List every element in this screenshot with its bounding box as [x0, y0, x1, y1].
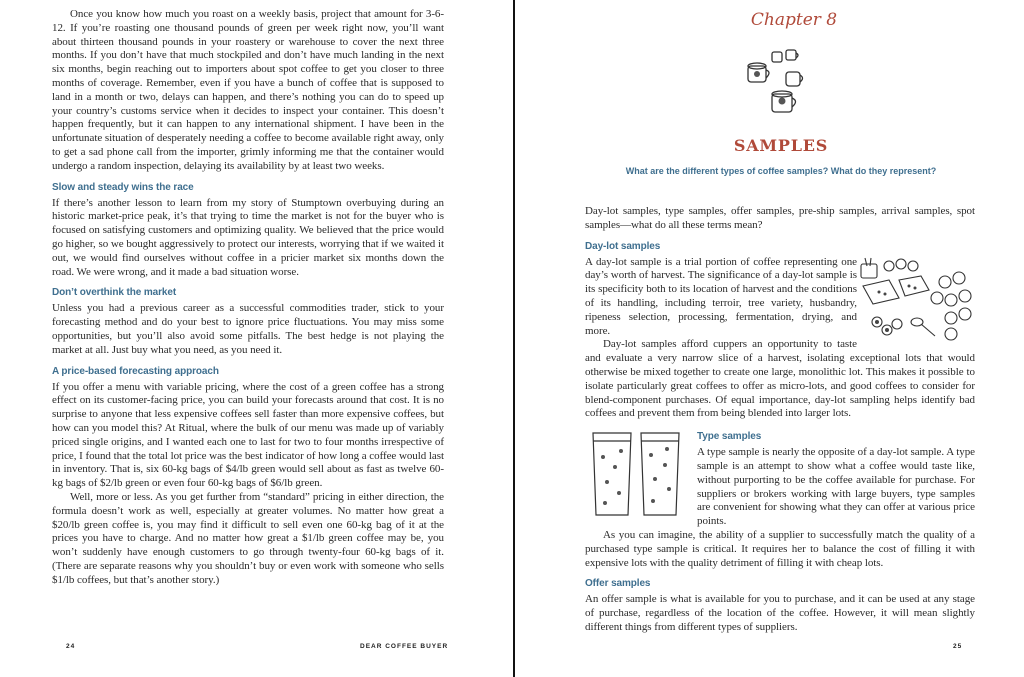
- cupping-table-icon: [857, 256, 975, 346]
- right-page: [516, 0, 1024, 677]
- section-text-slow-steady: If there’s another lesson to learn from my story of Stumptown overbuying during an historic market-price peak, it’s that trying to time the market is not for the buyer who is focused on satisfying customers and optimizing quality. We believed that the price would go higher, so we bought aggressively to protect our interests, worrying that if we waited it out, we would find ourselves without coffee in a pricier market six months down the road. We were wrong, and it made a bad situation worse.: [52, 196, 444, 278]
- chapter-title: SAMPLES: [733, 136, 829, 155]
- page-number-right: 25: [953, 643, 963, 650]
- section-heading-price-based: A price-based forecasting approach: [52, 365, 219, 377]
- type-samples-text-1: A type sample is nearly the opposite of a day-lot sample. A type sample is an attempt to show what a coffee would taste like, without purporting to be the coffee available for purchase. For suppliers or brokers working with large buyers, type samples are convenient for showing what they can offer at various price points.: [697, 446, 975, 528]
- intro-paragraph-samples: Day-lot samples, type samples, offer samples, pre-ship samples, arrival samples, spot samples—what do all these terms mean?: [585, 205, 975, 231]
- intro-paragraph: Once you know how much you roast on a weekly basis, project that amount for 3-6-12. If you’re roasting one thousand pounds of green per week right now, you’ll want about thirteen thousand pounds in your roastery or warehouse to cover the next three months. If you don’t have that much stockpiled and don’t have much landing in the next six months, begin reaching out to importers about spot coffee to get you closer to three months of coverage. Remember, even if you have a bunch of coffee that is supposed to land in a month or two, delays can happen, and there’s nothing you can do to speed up your country’s customs service when it decides to inspect your container. This doesn’t happen frequently, but it can happen to any international shipment. I have been in the unfortunate situation of desperately needing a coffee to become available right away, only to get a sad phone call from the importer, grimly informing me that the container would undergo a random inspection, delaying its availability by at least two weeks.: [52, 8, 444, 172]
- section-heading-overthink: Don’t overthink the market: [52, 287, 177, 299]
- day-lot-block: [585, 256, 975, 422]
- section-text-price-based-1: If you offer a menu with variable pricing, where the cost of a green coffee has a strong effect on its customer-facing price, you can build your forecasts around that cost. It is no surprise to anyone that less expensive coffees sell faster than more expensive coffees, but how can you model this? At Ritual, where the bulk of our menu was made up of variably priced single origins, and I wanted each one to last for two to four months irrespective of price, I found that the total lot price was the best indicator of how long a coffee would last in inventory. That is, six 60-kg bags of $4/lb green would sell about as fast as twelve 60-kg bags of $2/lb green or even four 60-kg bags of $6/lb green.: [52, 380, 444, 490]
- coffee-cups-icon: [742, 44, 816, 126]
- day-lot-text-2: Day-lot samples afford cuppers an opportunity to taste and evaluate a very narrow slice of a harvest, isolating exceptional lots that would otherwise be mixed together to create one large, monolithic lot. This makes it possible to isolate particularly great coffees to offer as micro-lots, and good coffees to consider for blend-component purchases. Of equal importance, day-lot sampling helps identify bad coffees and prevent them from being blended into larger lots.: [585, 338, 975, 420]
- running-head: DEAR COFFEE BUYER: [360, 643, 449, 650]
- section-heading-offer-samples: Offer samples: [585, 578, 651, 590]
- right-text-column: [585, 205, 975, 635]
- type-samples-text-2: As you can imagine, the ability of a supplier to successfully match the quality of a purchased type sample is critical. It requires her to balance the cost of filling it with expensive lots with the quality detriment of filling it with cheap lots.: [585, 528, 975, 569]
- section-text-price-based-2: Well, more or less. As you get further from “standard” pricing in either direction, the formula doesn’t work as well, especially at greater volumes. No matter how great a $20/lb green coffee is, you may find it difficult to sell even one 60-kg bag of it at the prices you have to charge. And no matter how great a $1/lb green coffee may be, you won’t suddenly have enough customers to go through twenty-four 60-kg bags of it. (There are separate reasons why you shouldn’t buy or even work with someone who sells $1/lb coffees, but that’s another story.): [52, 490, 444, 586]
- section-heading-day-lot: Day-lot samples: [585, 240, 661, 252]
- left-text-column: [52, 8, 444, 587]
- day-lot-text-1: A day-lot sample is a trial portion of coffee representing one day’s worth of harvest. The significance of a day-lot sample is its specificity both to its location of harvest and the conditions of its handling, including terroir, tree variety, husbandry, ripeness selection, processing, fermentation, drying, and more.: [585, 255, 857, 337]
- chapter-subtitle: What are the different types of coffee samples? What do they represent?: [625, 166, 937, 176]
- section-heading-slow-steady: Slow and steady wins the race: [52, 181, 194, 193]
- chapter-label: Chapter 8: [750, 10, 838, 30]
- offer-samples-text: An offer sample is what is available for you to purchase, and it can be used at any stage of purchase, regardless of the location of the coffee. However, it will mean slightly different things from different types of suppliers.: [585, 593, 975, 633]
- section-heading-type-samples: Type samples: [697, 431, 762, 443]
- book-spine-divider: [513, 0, 515, 677]
- page-number-left: 24: [66, 643, 76, 650]
- sample-bags-icon: [585, 427, 697, 522]
- section-text-overthink: Unless you had a previous career as a successful commodities trader, stick to your forecasting method and do your best to ignore price fluctuations. You may miss some opportunities, but you’ll also avoid some pitfalls. The best hedge is not playing the market at all. Just buy what you need, as you need it.: [52, 302, 444, 356]
- type-samples-block: [585, 427, 975, 529]
